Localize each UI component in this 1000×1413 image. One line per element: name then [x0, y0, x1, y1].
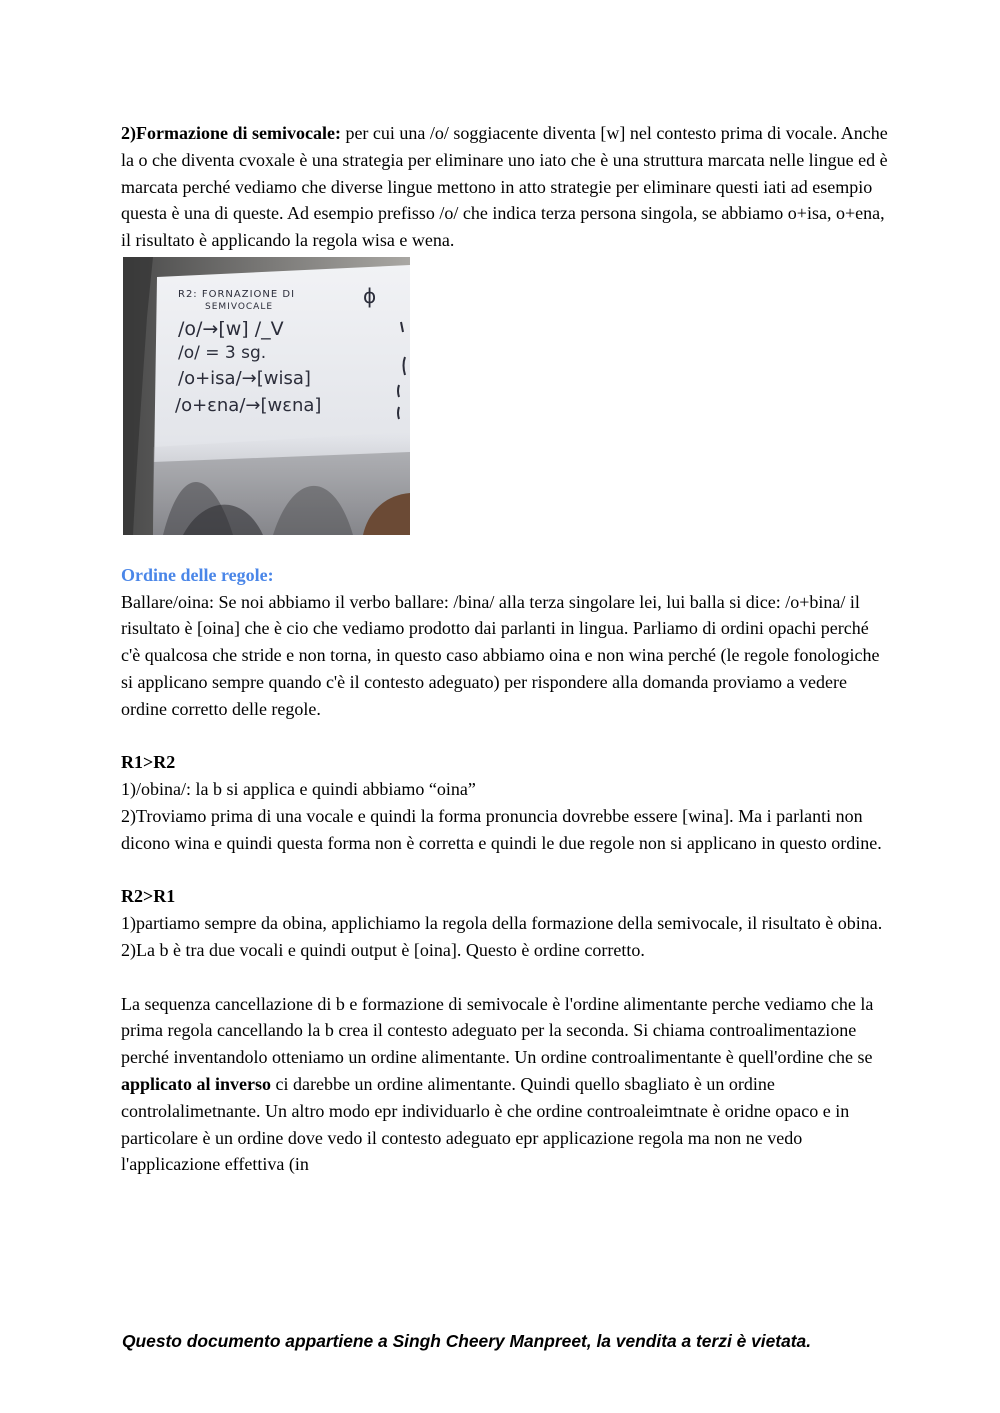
r1-r2-title: R1>R2	[121, 752, 176, 773]
r2-r1-heading	[121, 883, 891, 910]
order-heading: Ordine delle regole:	[121, 564, 274, 585]
r1-r2-step2: 2)Troviamo prima di una vocale e quindi la forma pronuncia dovrebbe essere [wina]. Ma i parlanti non dicono wina e quindi questa forma non è corretta e quindi le due regole non si applicano in questo ordine.	[121, 805, 882, 853]
formation-title: 2)Formazione di semivocale:	[121, 123, 341, 143]
r1-r2-step1: 1)/obina/: la b si applica e quindi abbiamo “oina”	[121, 779, 476, 800]
whiteboard-line1: R2: FORNAZIONE DI	[178, 288, 296, 300]
copyright-footer: Questo documento appartiene a Singh Cheery Manpreet, la vendita a terzi è vietata.	[122, 1331, 812, 1351]
document-body	[121, 120, 891, 1178]
r2-r1-step2: 2)La b è tra due vocali e quindi output è [oina]. Questo è ordine corretto.	[121, 939, 645, 960]
r1-r2-heading	[121, 749, 891, 776]
formation-paragraph	[121, 120, 891, 254]
whiteboard-line3: /o/→[w] /_V	[178, 317, 284, 340]
whiteboard-line4: /o/ = 3 sg.	[178, 342, 267, 363]
whiteboard-photo	[123, 257, 410, 535]
formation-text: per cui una /o/ soggiacente diventa [w] nel contesto prima di vocale. Anche la o che diventa cvoxale è una strategia per eliminare uno iato che è una struttura marcata nelle lingue ed è marcata perché vediamo che diverse lingue mettono in atto strategie per eliminare questi iati ad esempio questa è una di queste. Ad esempio prefisso /o/ che indica terza persona singola, se abbiamo o+isa, o+ena, il risultato è applicando la regola wisa e wena.	[121, 123, 888, 251]
conclusion-paragraph	[121, 991, 891, 1179]
conclusion-bold: applicato al inverso	[121, 1073, 272, 1094]
r2-r1-step1: 1)partiamo sempre da obina, applichiamo la regola della formazione della semivocale, il risultato è obina.	[121, 913, 883, 934]
order-paragraph: Ballare/oina: Se noi abbiamo il verbo ballare: /bina/ alla terza singolare lei, lui balla si dice: /o+bina/ il risultato è [oina] che è cio che vediamo prodotto dai parlanti in lingua. Parliamo di ordini opachi perché c'è qualcosa che stride e non torna, in questo caso abbiamo oina e non wina perché (le regole fonologiche si applicano sempre quando c'è il contesto adeguato) per rispondere alla domanda proviamo a vedere ordine corretto delle regole.	[121, 591, 880, 719]
whiteboard-line6: /o+ɛna/→[wɛna]	[175, 394, 322, 416]
whiteboard-line5: /o+isa/→[wisa]	[178, 367, 311, 389]
r2-r1-title: R2>R1	[121, 886, 176, 907]
conclusion-text-after: ci darebbe un ordine alimentante. Quindi quello sbagliato è un ordine controlalimetnante. Un altro modo epr individuarlo è che ordine controaleimtnate è oridne opaco e in particolare è un ordine dove vedo il contesto adeguato epr applicazione regola ma non ne vedo l'applicazione effettiva (in	[121, 1073, 850, 1175]
whiteboard-phi: ɸ	[363, 283, 377, 308]
conclusion-text-before: La sequenza cancellazione di b e formazione di semivocale è l'ordine alimentante perche vediamo che la prima regola cancellando la b crea il contesto adeguato per la seconda. Si chiama controalimentazione perché inventandolo otteniamo un ordine alimentante. Un ordine controalimentante è quell'ordine che se	[121, 993, 874, 1068]
whiteboard-line2: SEMIVOCALE	[205, 301, 274, 312]
